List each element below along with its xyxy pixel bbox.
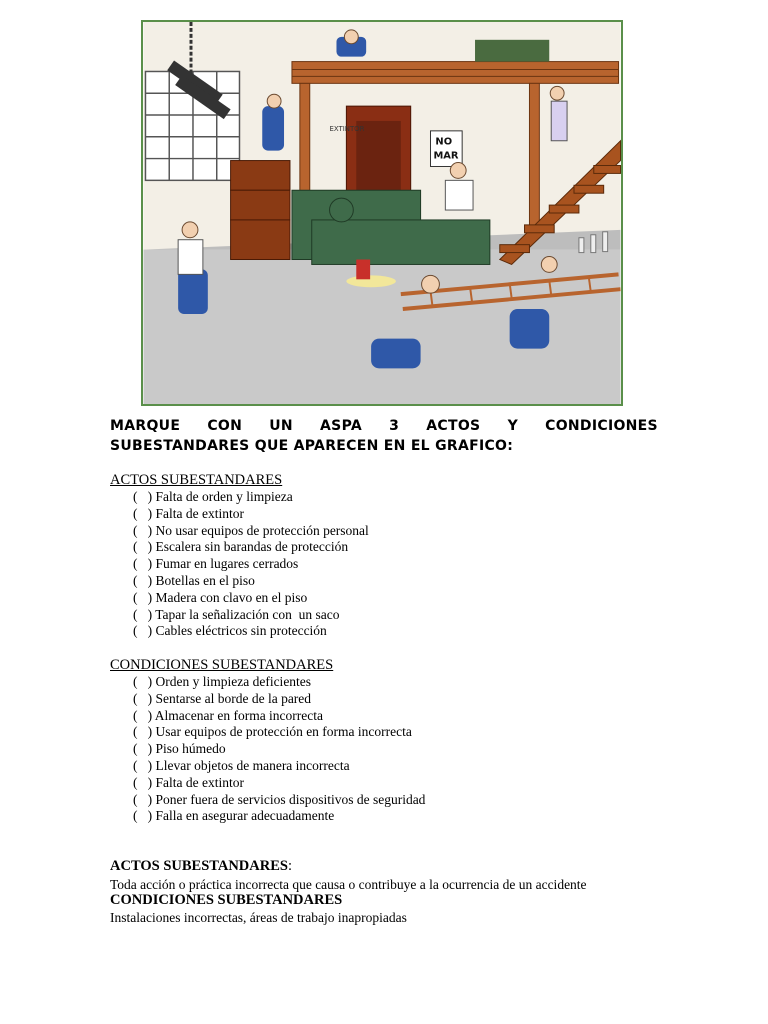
heading-word: CON [207,418,243,434]
checklist-item[interactable]: ( ) Falla en asegurar adecuadamente [133,808,335,824]
heading-word: UN [269,418,293,434]
checklist-item[interactable]: ( ) Falta de extintor [133,505,244,521]
heading-word: ASPA [320,418,362,434]
checklist-item[interactable]: ( ) Llevar objetos de manera incorrecta [133,757,350,773]
checklist-item[interactable]: ( ) Usar equipos de protección en forma incorrecta [133,724,412,740]
actos-definition-colon: : [287,858,292,874]
checklist-item[interactable]: ( ) Poner fuera de servicios dispositivos de seguridad [133,791,426,807]
heading-word: 3 [389,418,400,434]
checklist-item[interactable]: ( ) Piso húmedo [133,741,226,757]
heading-line-1 [110,416,658,436]
checklist-item[interactable]: ( ) No usar equipos de protección personal [133,522,369,538]
checklist-item[interactable]: ( ) Almacenar en forma incorrecta [133,707,324,723]
extintor-sign-text: EXTINTOR [329,124,365,133]
heading-word: ACTOS [426,418,481,434]
workshop-scene-image [143,22,621,404]
condiciones-section-title: CONDICIONES SUBESTANDARES [110,657,334,673]
hazard-illustration [141,20,623,406]
checklist-item[interactable]: ( ) Falta de extintor [133,774,244,790]
checklist-item[interactable]: ( ) Orden y limpieza deficientes [133,674,312,689]
svg-text:NO: NO [435,136,453,148]
heading-line-2: SUBESTANDARES QUE APARECEN EN EL GRAFICO: [110,438,514,454]
actos-checklist [133,489,369,640]
heading-word: Y [507,418,519,434]
checklist-item[interactable]: ( ) Cables eléctricos sin protección [133,623,327,639]
checklist-item[interactable]: ( ) Falta de orden y limpieza [133,489,293,504]
condiciones-definition-title: CONDICIONES SUBESTANDARES [110,892,343,908]
checklist-item[interactable]: ( ) Botellas en el piso [133,572,255,588]
instructions-heading [110,416,658,456]
checklist-item[interactable]: ( ) Fumar en lugares cerrados [133,556,299,572]
actos-section-title: ACTOS SUBESTANDARES [110,472,283,488]
checklist-item[interactable]: ( ) Escalera sin barandas de protección [133,539,349,555]
condiciones-checklist [133,674,425,825]
actos-definition-text: Toda acción o práctica incorrecta que causa o contribuye a la ocurrencia de un accidente [110,877,587,892]
checklist-item[interactable]: ( ) Sentarse al borde de la pared [133,690,312,706]
heading-word: CONDICIONES [545,418,658,434]
checklist-item[interactable]: ( ) Madera con clavo en el piso [133,589,308,605]
svg-text:MAR: MAR [433,150,459,162]
actos-definition-label: ACTOS SUBESTANDARES [110,858,288,874]
heading-word: MARQUE [110,418,181,434]
checklist-item[interactable]: ( ) Tapar la señalización con un saco [133,606,340,622]
condiciones-definition-text: Instalaciones incorrectas, áreas de trabajo inapropiadas [110,910,407,925]
actos-definition-title [110,858,292,875]
